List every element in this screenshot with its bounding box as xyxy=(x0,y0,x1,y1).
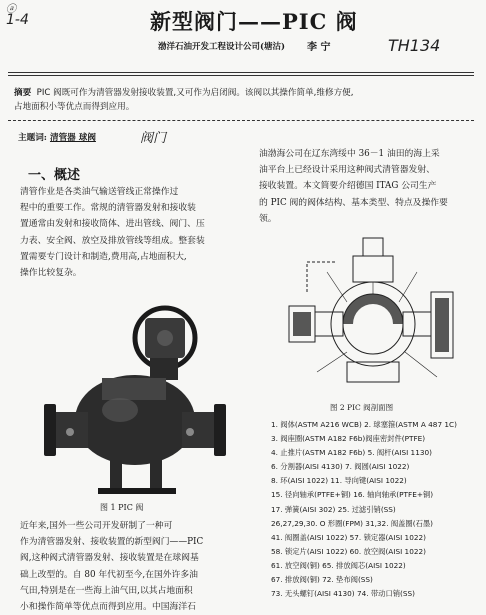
text-line: 油渤海公司在辽东湾绥中 36－1 油田的海上采 xyxy=(259,149,440,159)
parts-list-item: 17. 弹簧(AISI 302) 25. 过滤引销(SS) xyxy=(271,504,396,514)
figure-2-caption: 图 2 PIC 阀剖面图 xyxy=(330,403,394,412)
author-name: 李 宁 xyxy=(307,42,331,53)
parts-list xyxy=(271,418,479,601)
keywords xyxy=(18,131,96,143)
text-line: 操作比较复杂。 xyxy=(20,268,82,279)
parts-list-item: 61. 放空阀(铜) 65. 排放阀芯(AISI 1022) xyxy=(271,560,406,570)
figure-1-caption: 图 1 PIC 阀 xyxy=(100,503,144,512)
parts-list-item: 4. 止推片(ASTM A182 F6b) 5. 阀杆(AISI 1130) xyxy=(271,448,432,458)
parts-list-item: 3. 阀座圈(ASTM A182 F6b)阀座密封件(PTFE) xyxy=(271,434,426,444)
top-rule-2 xyxy=(8,75,474,76)
text-line: 置需要专门设计和制造,费用高,占地面积大, xyxy=(20,251,187,262)
handwritten-keyword: 阀门 xyxy=(140,131,167,146)
parts-list-item: 6. 分割器(AISI 4130) 7. 阀圆(AISI 1022) xyxy=(271,462,410,472)
parts-list-item: 1. 阀体(ASTM A216 WCB) 2. 球塞箍(ASTM A 487 1C) xyxy=(271,420,457,429)
keywords-terms: 清管器 球阀 xyxy=(49,133,96,143)
text-line: 阀,这种阀式清管器发射、接收装置是在球阀基 xyxy=(20,553,199,564)
section-heading: 一、概述 xyxy=(28,168,81,183)
abstract-line: 占地面积小等优点而得到应用。 xyxy=(14,102,135,112)
text-line: 作为清管器发射、接收装置的新型阀门——PIC xyxy=(20,537,204,548)
text-line: 小和操作简单等优点而得到应用。中国海洋石 xyxy=(20,602,196,613)
text-line: 气田,特别是在一些海上油气田,以其占地面积 xyxy=(20,585,193,596)
body-text-left-bottom xyxy=(20,518,242,615)
handwritten-code: TH134 xyxy=(388,36,441,55)
abstract xyxy=(14,86,470,114)
text-line: 近年来,国外一些公司开发研制了一种可 xyxy=(20,521,173,531)
figure-1-valve-photo xyxy=(40,300,230,500)
abstract-rule xyxy=(8,120,474,121)
text-line: 清管作业是各类油气输送管线正常操作过 xyxy=(20,187,179,197)
text-line: 接收装置。本文简要介绍德国 ITAG 公司生产 xyxy=(259,181,437,192)
abstract-line: PIC 阀既可作为清管器发射接收装置,又可作为启闭阀。该阀以其操作简单,维修方便, xyxy=(36,88,354,98)
parts-list-item: 15. 径向轴承(PTFE+铜) 16. 轴向轴承(PTFE+铜) xyxy=(271,490,434,500)
parts-list-item: 58. 锁定片(AISI 1022) 60. 放空阀(AISI 1022) xyxy=(271,546,426,556)
body-text-right-top xyxy=(259,146,475,227)
parts-list-item: 73. 无头螺钉(AISI 4130) 74. 带动口销(SS) xyxy=(271,589,416,599)
top-rule xyxy=(8,72,474,73)
margin-mark: 1-4 xyxy=(6,12,29,28)
text-line: 础上改型的。自 80 年代初至今,在国外许多油 xyxy=(20,569,198,580)
body-text-left-top xyxy=(20,184,242,281)
text-line: 置通常由发射和接收筒体、进出管线、阀门、压 xyxy=(20,219,205,230)
parts-list-item: 67. 排放阀(铜) 72. 垫布阀(SS) xyxy=(271,575,373,585)
text-line: 的 PIC 阀的阀体结构、基本类型、特点及操作要 xyxy=(259,197,448,208)
text-line: 程中的重要工作。常规的清管器发射和接收装 xyxy=(20,203,196,214)
text-line: 力表、安全阀、放空及排放管线等组成。整套装 xyxy=(20,235,205,246)
text-line: 油平台上已经设计采用这种阀式清管器发射、 xyxy=(259,165,435,176)
parts-list-item: 8. 环(AISI 1022) 11. 导向键(AISI 1022) xyxy=(271,476,407,486)
parts-list-item: 26,27,29,30. O 形圈(FPM) 31,32. 阀盖圈(石墨) xyxy=(271,518,434,528)
abstract-label: 摘要 xyxy=(14,88,32,98)
figure-2-section-drawing xyxy=(287,232,459,400)
author-affiliation: 渤洋石油开发工程设计公司(塘沽) xyxy=(158,42,286,52)
text-line: 领。 xyxy=(259,213,277,224)
parts-list-item: 41. 阀圈盖(AISI 1022) 57. 锁定器(AISI 1022) xyxy=(271,532,426,542)
page-title: 新型阀门——PIC 阀 xyxy=(150,9,358,34)
margin-mark-top: ⓐ xyxy=(6,4,16,15)
keywords-label: 主题词: xyxy=(18,133,47,143)
